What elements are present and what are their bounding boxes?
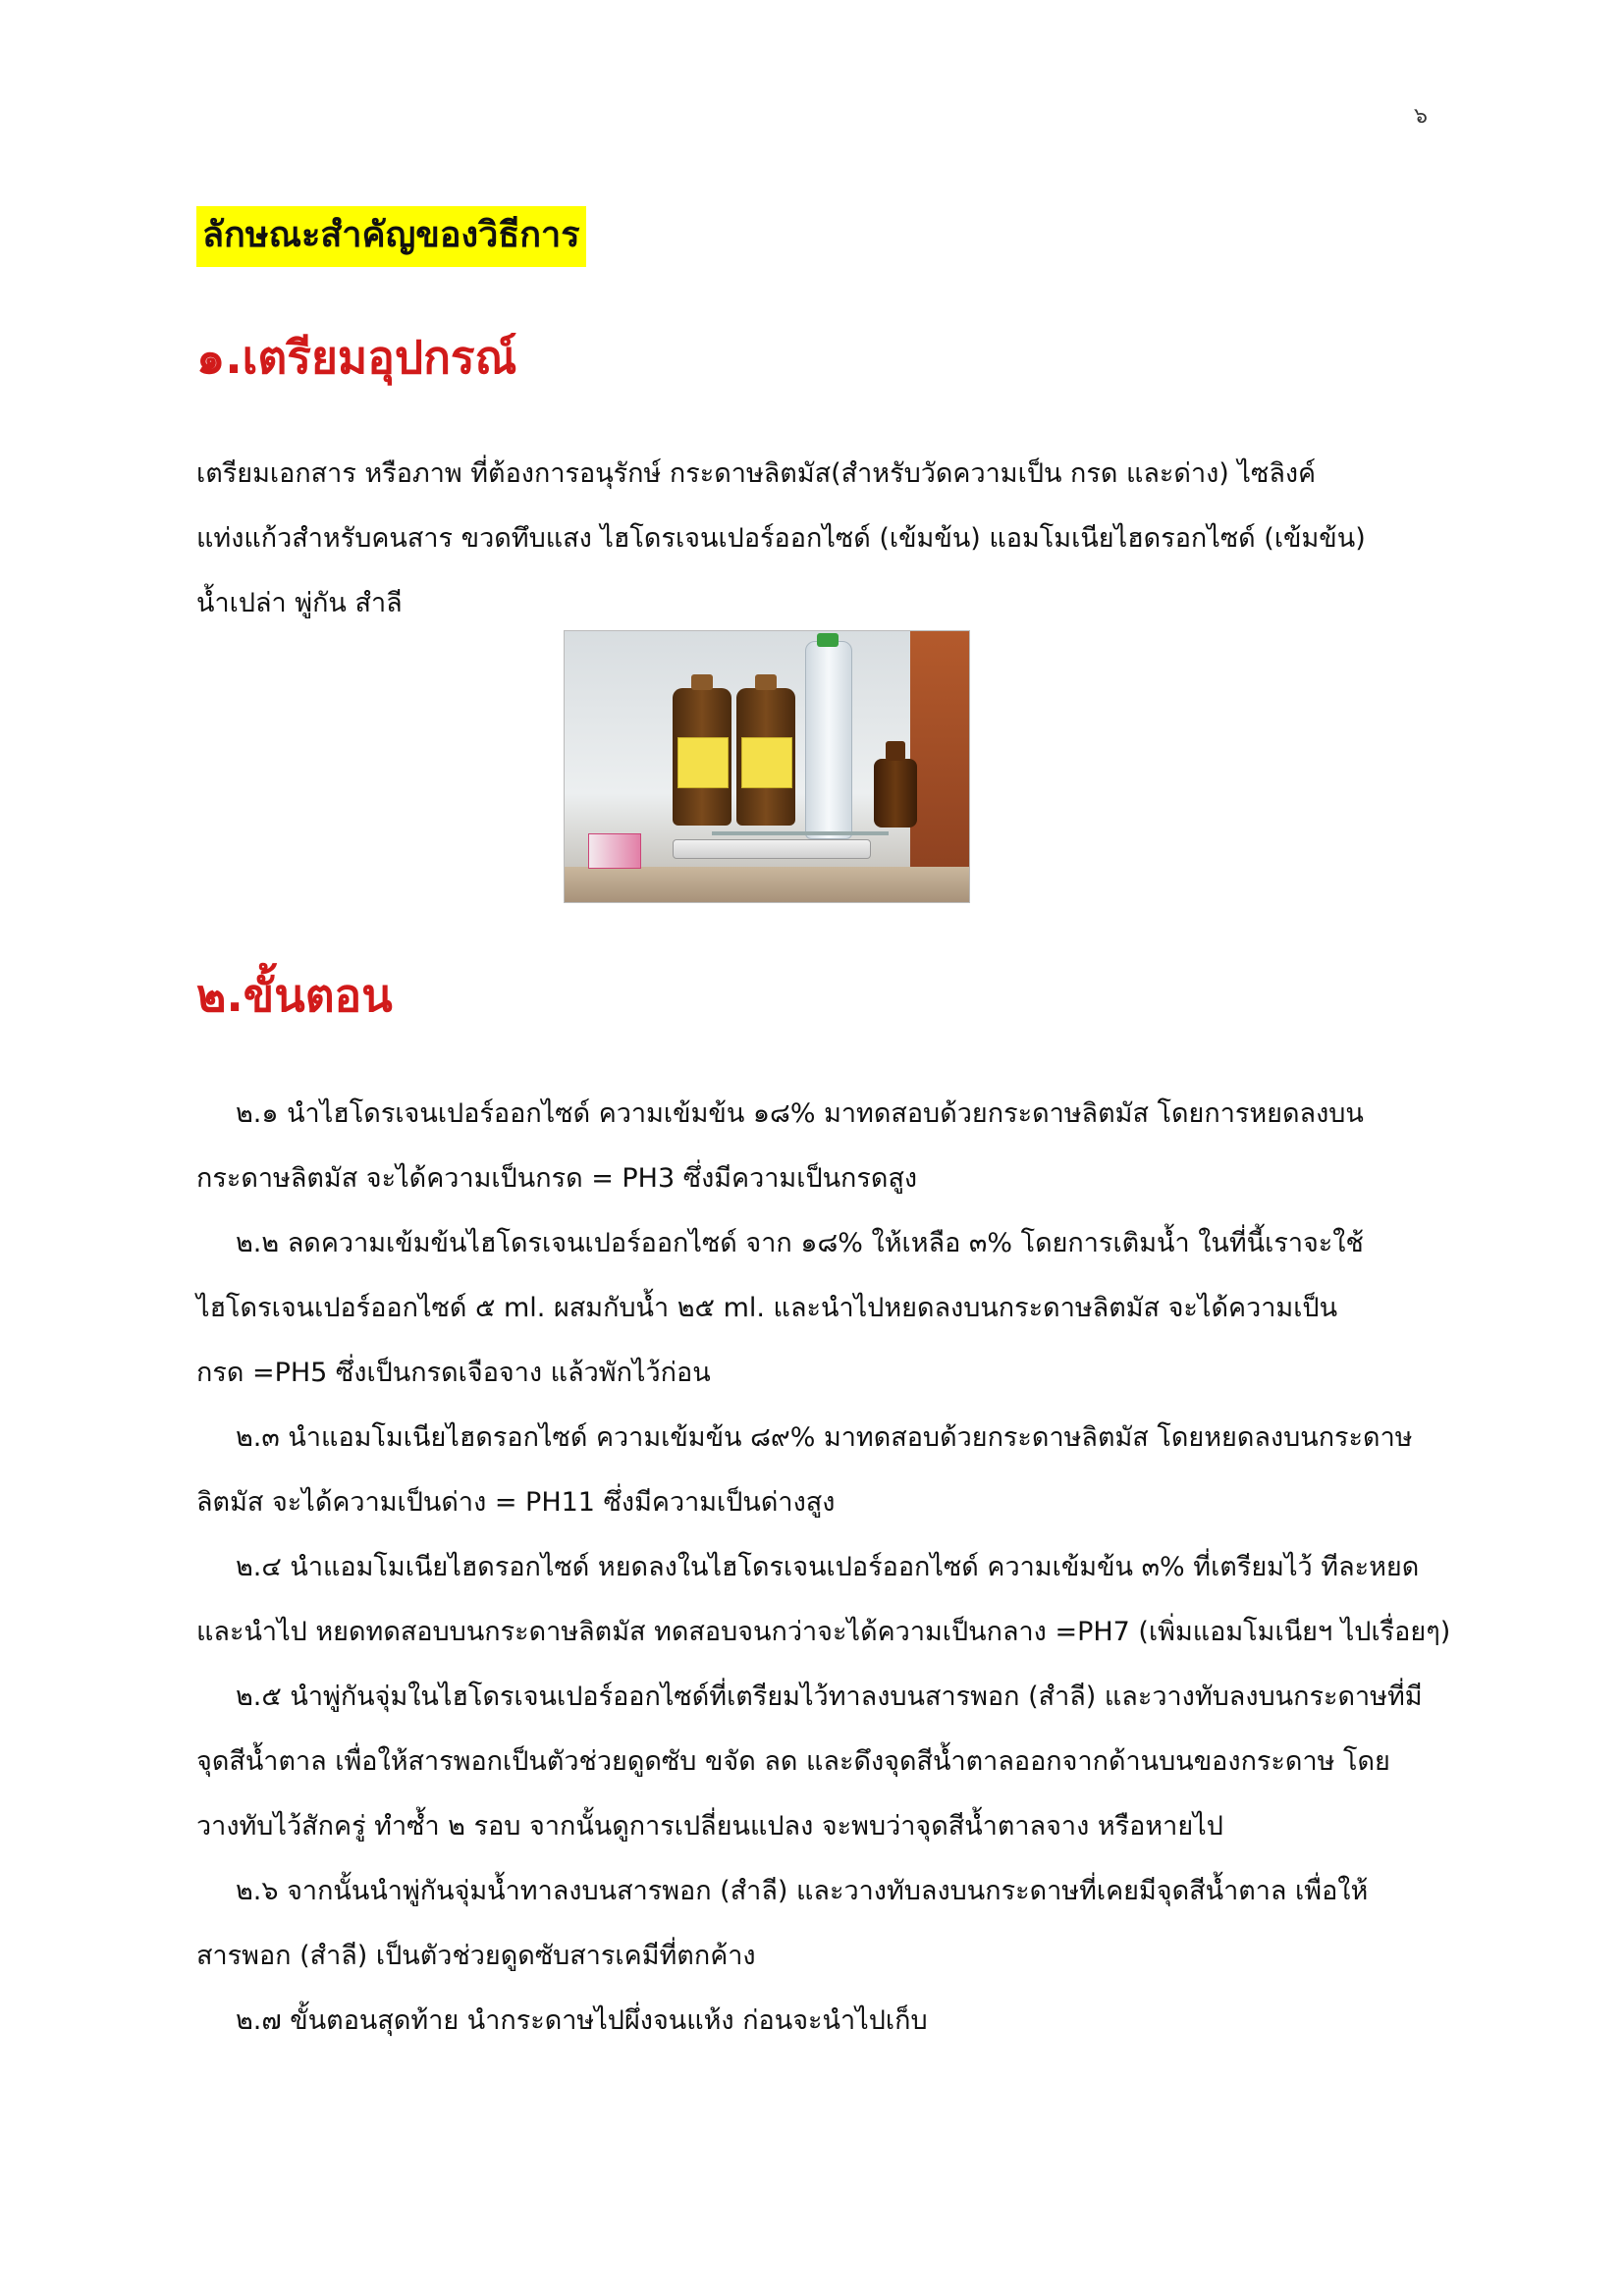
step-line: ๒.๗ ขั้นตอนสุดท้าย นำกระดาษไปผึ่งจนแห้ง ก่อนจะนำไปเก็บ [236,2005,928,2036]
page-number: ๖ [1414,104,1428,129]
step-line: ๒.๔ นำแอมโมเนียไฮดรอกไซด์ หยดลงในไฮโดรเจนเปอร์ออกไซด์ ความเข้มข้น ๓% ที่เตรียมไว้ ทีละหยด [236,1552,1420,1582]
step-line: ๒.๑ นำไฮโดรเจนเปอร์ออกไซด์ ความเข้มข้น ๑๘% มาทดสอบด้วยกระดาษลิตมัส โดยการหยดลงบน [236,1098,1364,1129]
intro-line: เตรียมเอกสาร หรือภาพ ที่ต้องการอนุรักษ์ กระดาษลิตมัส(สำหรับวัดความเป็น กรด และด่าง) ไซลิงค์ [196,458,1317,489]
glass-rod [712,831,889,835]
step-2-1 [196,1082,1473,1211]
step-2-6 [196,1859,1473,1989]
bottle-cap [755,674,777,690]
step-line: กรด =PH5 ซึ่งเป็นกรดเจือจาง แล้วพักไว้ก่อน [196,1358,711,1388]
section-heading: ลักษณะสำคัญของวิธีการ [196,206,586,267]
step-2-5 [196,1665,1473,1859]
heading-prepare-equipment: ๑.เตรียมอุปกรณ์ [196,331,517,384]
syringe [673,839,871,859]
step-2-3 [196,1406,1473,1535]
bottle-label [741,737,792,788]
photo-table [565,867,969,902]
procedure-steps [196,1082,1473,2054]
step-2-7 [196,1989,1473,2054]
photo-background [910,631,969,902]
step-line: ๒.๓ นำแอมโมเนียไฮดรอกไซด์ ความเข้มข้น ๘๙% มาทดสอบด้วยกระดาษลิตมัส โดยหยดลงบนกระดาษ [236,1422,1413,1453]
step-2-4 [196,1535,1473,1665]
stopper [886,741,905,761]
heading-procedure: ๒.ขั้นตอน [196,969,393,1022]
step-line: และนำไป หยดทดสอบบนกระดาษลิตมัส ทดสอบจนกว่าจะได้ความเป็นกลาง =PH7 (เพิ่มแอมโมเนียฯ ไปเรื่อยๆ) [196,1617,1451,1647]
bottle-label [677,737,729,788]
step-line: ๒.๕ นำพู่กันจุ่มในไฮโดรเจนเปอร์ออกไซด์ที่เตรียมไว้ทาลงบนสารพอก (สำลี) และวางทับลงบนกระดาษที่มี [236,1682,1423,1712]
step-line: ๒.๒ ลดความเข้มข้นไฮโดรเจนเปอร์ออกไซด์ จาก ๑๘% ให้เหลือ ๓% โดยการเติมน้ำ ในที่นี้เราจะใช้ [236,1228,1364,1258]
step-line: ๒.๖ จากนั้นนำพู่กันจุ่มน้ำทาลงบนสารพอก (สำลี) และวางทับลงบนกระดาษที่เคยมีจุดสีน้ำตาล เพื่อให้ [236,1876,1369,1906]
step-line: ไฮโดรเจนเปอร์ออกไซด์ ๕ ml. ผสมกับน้ำ ๒๕ ml. และนำไปหยดลงบนกระดาษลิตมัส จะได้ความเป็น [196,1293,1338,1323]
step-2-2 [196,1211,1473,1406]
dark-reagent-bottle [874,759,917,828]
water-bottle [805,641,852,839]
step-line: กระดาษลิตมัส จะได้ความเป็นกรด = PH3 ซึ่งมีความเป็นกรดสูง [196,1163,918,1194]
water-bottle-cap [817,633,839,647]
step-line: วางทับไว้สักครู่ ทำซ้ำ ๒ รอบ จากนั้นดูการเปลี่ยนแปลง จะพบว่าจุดสีน้ำตาลจาง หรือหายไป [196,1811,1223,1842]
step-line: ลิตมัส จะได้ความเป็นด่าง = PH11 ซึ่งมีความเป็นด่างสูง [196,1487,836,1518]
equipment-photo [564,630,970,903]
bottle-cap [691,674,713,690]
intro-paragraph [196,442,1473,636]
step-line: สารพอก (สำลี) เป็นตัวช่วยดูดซับสารเคมีที่ตกค้าง [196,1941,756,1971]
litmus-paper-box [588,833,641,869]
intro-line: แท่งแก้วสำหรับคนสาร ขวดทึบแสง ไฮโดรเจนเปอร์ออกไซด์ (เข้มข้น) แอมโมเนียไฮดรอกไซด์ (เข้มข้น) [196,523,1366,554]
intro-line: น้ำเปล่า พู่กัน สำลี [196,588,403,618]
step-line: จุดสีน้ำตาล เพื่อให้สารพอกเป็นตัวช่วยดูดซับ ขจัด ลด และดึงจุดสีน้ำตาลออกจากด้านบนของกระดาษ โดย [196,1746,1390,1777]
